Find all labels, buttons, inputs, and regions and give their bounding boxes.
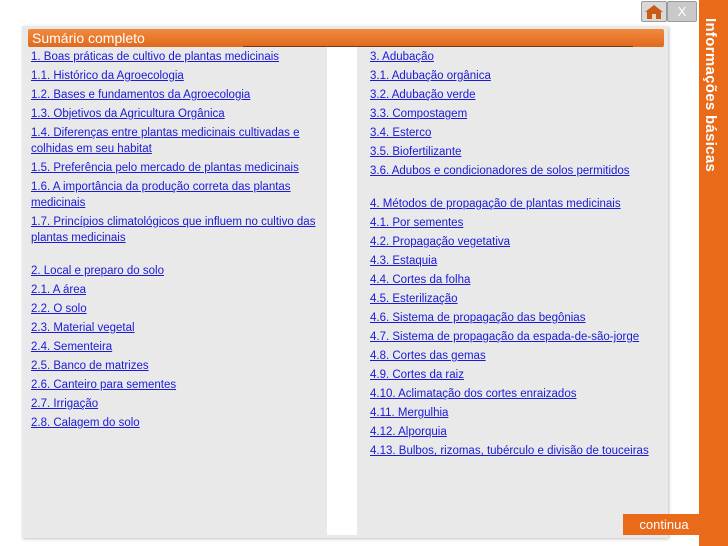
toc-link[interactable]: 1.4. Diferenças entre plantas medicinais cultivadas e colhidas em seu habitat: [31, 127, 300, 155]
home-button[interactable]: [641, 1, 667, 22]
toc-link[interactable]: 3.2. Adubação verde: [370, 89, 476, 101]
toc-link[interactable]: 2.5. Banco de matrizes: [31, 360, 149, 372]
side-tab-label: Informações básicas: [702, 18, 719, 173]
toc-link[interactable]: 3.1. Adubação orgânica: [370, 70, 491, 82]
toc-link[interactable]: 4.4. Cortes da folha: [370, 274, 471, 286]
toc-link[interactable]: 4.9. Cortes da raiz: [370, 369, 464, 381]
continue-label: continua: [639, 517, 689, 532]
toc-link[interactable]: 2.6. Canteiro para sementes: [31, 379, 177, 391]
toc-link[interactable]: 3.3. Compostagem: [370, 108, 468, 120]
panel-title: Sumário completo: [32, 30, 145, 46]
close-button[interactable]: [667, 1, 697, 22]
toc-link[interactable]: 4.12. Alporquia: [370, 426, 447, 438]
toc-right-column: [370, 49, 662, 462]
toc-link[interactable]: 4.11. Mergulhia: [370, 407, 449, 419]
toc-link[interactable]: 1.2. Bases e fundamentos da Agroecologia: [31, 89, 251, 101]
toc-link[interactable]: 2.1. A área: [31, 284, 86, 296]
column-divider: [327, 47, 357, 535]
toc-link[interactable]: 1.6. A importância da produção correta das plantas medicinais: [31, 181, 291, 209]
home-icon: [642, 2, 666, 21]
toc-link[interactable]: 1.3. Objetivos da Agricultura Orgânica: [31, 108, 225, 120]
toc-link[interactable]: 3.5. Biofertilizante: [370, 146, 462, 158]
toc-link[interactable]: 2.8. Calagem do solo: [31, 417, 140, 429]
toc-link[interactable]: 4.6. Sistema de propagação das begônias: [370, 312, 586, 324]
toc-link[interactable]: 1. Boas práticas de cultivo de plantas medicinais: [31, 51, 280, 63]
toc-link[interactable]: 2.4. Sementeira: [31, 341, 113, 353]
toc-link[interactable]: 4. Métodos de propagação de plantas medicinais: [370, 198, 621, 210]
toc-link[interactable]: 4.10. Aclimatação dos cortes enraizados: [370, 388, 577, 400]
toc-link[interactable]: 3. Adubação: [370, 51, 434, 63]
toc-link[interactable]: 3.6. Adubos e condicionadores de solos permitidos: [370, 165, 630, 177]
toc-link[interactable]: 2.2. O solo: [31, 303, 87, 315]
title-underline: [243, 46, 633, 47]
toc-link[interactable]: 4.1. Por sementes: [370, 217, 464, 229]
toc-link[interactable]: 4.7. Sistema de propagação da espada-de-são-jorge: [370, 331, 640, 343]
toc-link[interactable]: 4.2. Propagação vegetativa: [370, 236, 511, 248]
toc-link[interactable]: 2.7. Irrigação: [31, 398, 99, 410]
section-gap: [31, 249, 323, 263]
close-icon: X: [677, 4, 687, 19]
toc-link[interactable]: 1.1. Histórico da Agroecologia: [31, 70, 184, 82]
toc-link[interactable]: 2. Local e preparo do solo: [31, 265, 164, 277]
toc-link[interactable]: 3.4. Esterco: [370, 127, 432, 139]
toc-link[interactable]: 4.8. Cortes das gemas: [370, 350, 486, 362]
toc-link[interactable]: 1.7. Princípios climatológicos que influem no cultivo das plantas medicinais: [31, 216, 316, 244]
toc-link[interactable]: 1.5. Preferência pelo mercado de plantas medicinais: [31, 162, 299, 174]
panel-title-bar: [28, 29, 664, 47]
toc-left-column: [31, 49, 323, 434]
toc-link[interactable]: 2.3. Material vegetal: [31, 322, 135, 334]
toc-link[interactable]: 4.3. Estaquia: [370, 255, 438, 267]
toc-link[interactable]: 4.5. Esterilização: [370, 293, 458, 305]
toc-link[interactable]: 4.13. Bulbos, rizomas, tubérculo e divisão de touceiras: [370, 445, 649, 457]
section-gap: [370, 182, 662, 196]
